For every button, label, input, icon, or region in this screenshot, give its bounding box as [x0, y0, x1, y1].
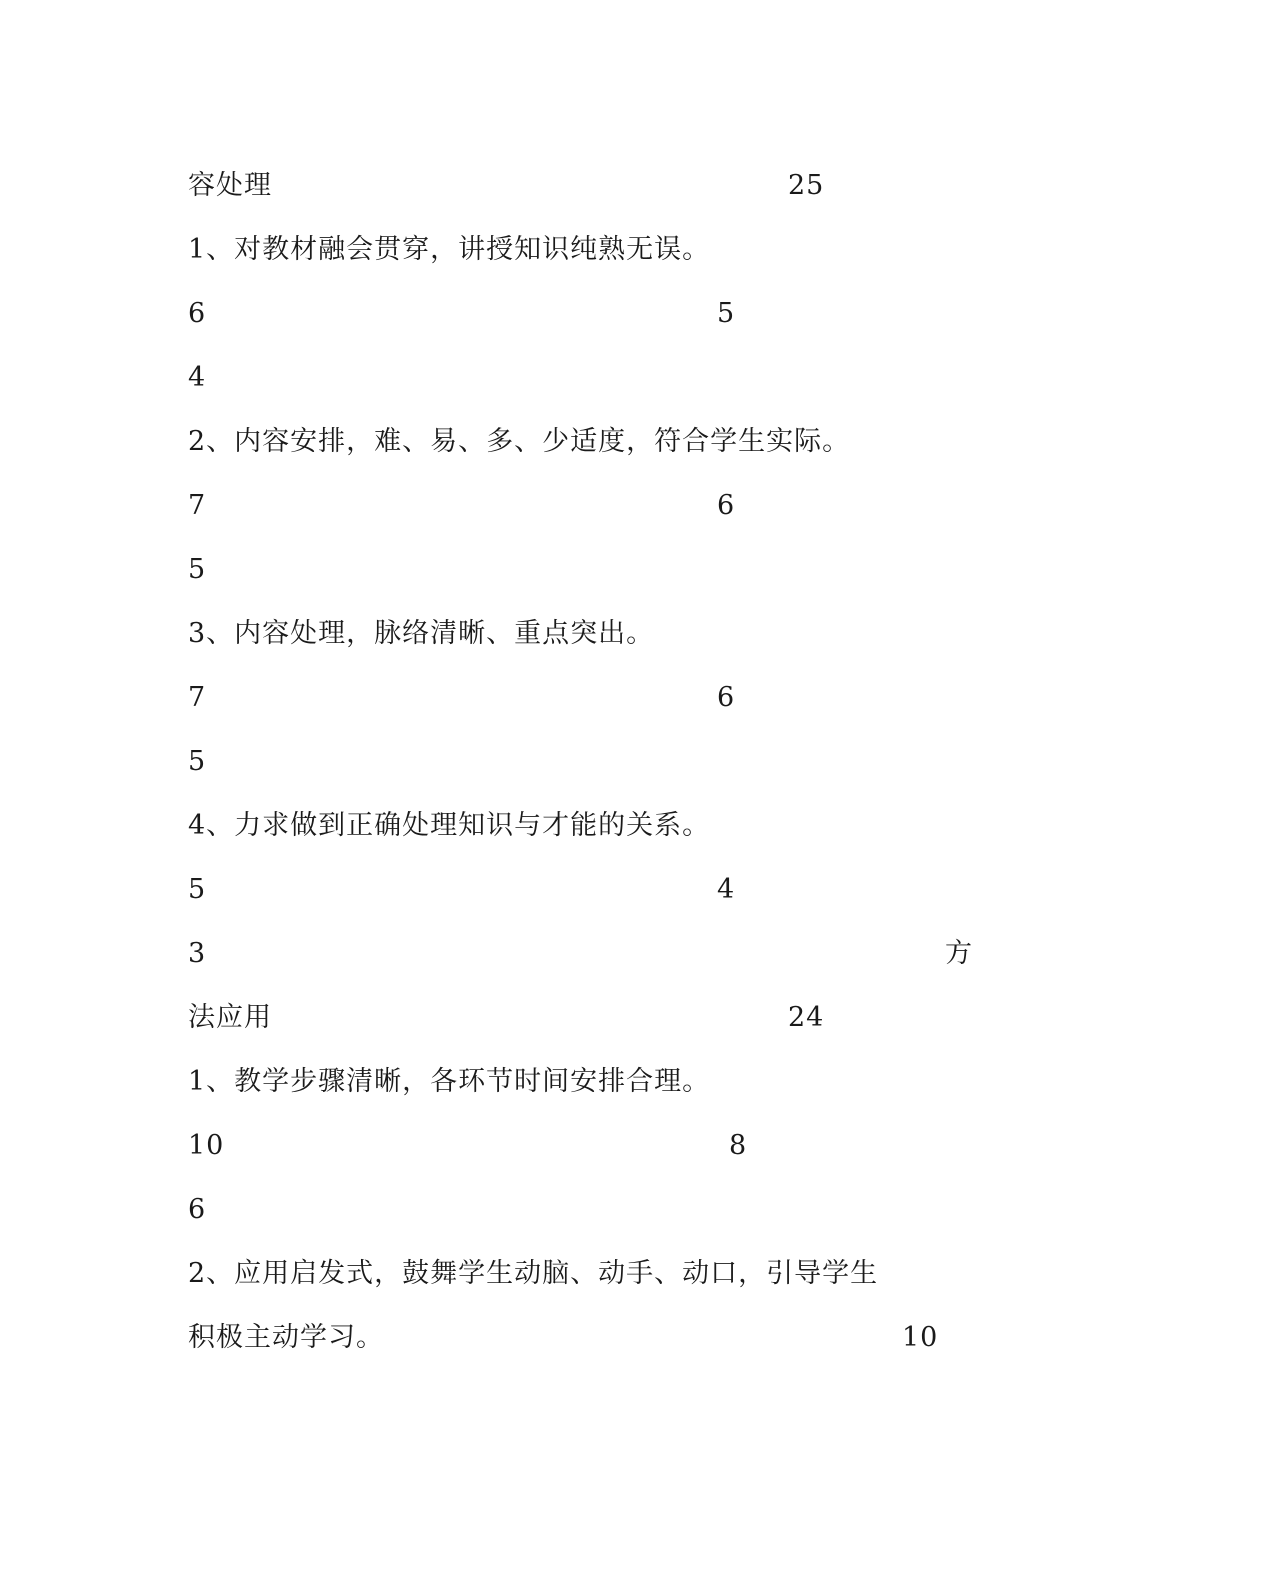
section-label-start: 方	[945, 938, 973, 969]
criterion-line	[0, 806, 1275, 846]
score-value: 6	[717, 682, 736, 713]
criterion-line	[0, 422, 1275, 462]
score-value: 8	[729, 1130, 748, 1161]
criterion-text: 3、内容处理，脉络清晰、重点突出。	[188, 618, 655, 649]
criterion-line	[0, 1318, 1275, 1358]
criterion-text: 2、应用启发式，鼓舞学生动脑、动手、动口，引导学生	[188, 1258, 879, 1289]
criterion-line	[0, 230, 1275, 270]
score-value: 5	[717, 298, 736, 329]
score-value: 5	[188, 746, 207, 777]
score-value: 7	[188, 682, 207, 713]
score-value: 6	[717, 490, 736, 521]
score-line	[0, 1126, 1275, 1166]
criterion-text: 2、内容安排，难、易、多、少适度，符合学生实际。	[188, 426, 851, 457]
score-line	[0, 678, 1275, 718]
criterion-text: 积极主动学习。	[188, 1322, 384, 1353]
score-line	[0, 870, 1275, 910]
section-score: 25	[788, 170, 825, 201]
section-heading-content	[0, 166, 1275, 206]
section-label: 法应用	[188, 1002, 272, 1033]
section-heading-method	[0, 998, 1275, 1038]
score-line	[0, 550, 1275, 590]
score-value: 7	[188, 490, 207, 521]
score-line	[0, 486, 1275, 526]
score-value: 4	[188, 362, 207, 393]
score-line	[0, 742, 1275, 782]
criterion-line	[0, 1254, 1275, 1294]
score-value: 5	[188, 874, 207, 905]
score-line	[0, 294, 1275, 334]
section-label: 容处理	[188, 170, 272, 201]
criterion-line	[0, 614, 1275, 654]
criterion-line	[0, 1062, 1275, 1102]
section-score: 24	[788, 1002, 825, 1033]
criterion-text: 1、对教材融会贯穿，讲授知识纯熟无误。	[188, 234, 711, 265]
score-line	[0, 1190, 1275, 1230]
criterion-text: 4、力求做到正确处理知识与才能的关系。	[188, 810, 711, 841]
score-value: 6	[188, 1194, 207, 1225]
score-value: 6	[188, 298, 207, 329]
score-value: 3	[188, 938, 207, 969]
score-value: 4	[717, 874, 736, 905]
score-value: 10	[902, 1322, 939, 1353]
score-line	[0, 934, 1275, 974]
score-line	[0, 358, 1275, 398]
criterion-text: 1、教学步骤清晰，各环节时间安排合理。	[188, 1066, 711, 1097]
score-value: 5	[188, 554, 207, 585]
score-value: 10	[188, 1130, 225, 1161]
